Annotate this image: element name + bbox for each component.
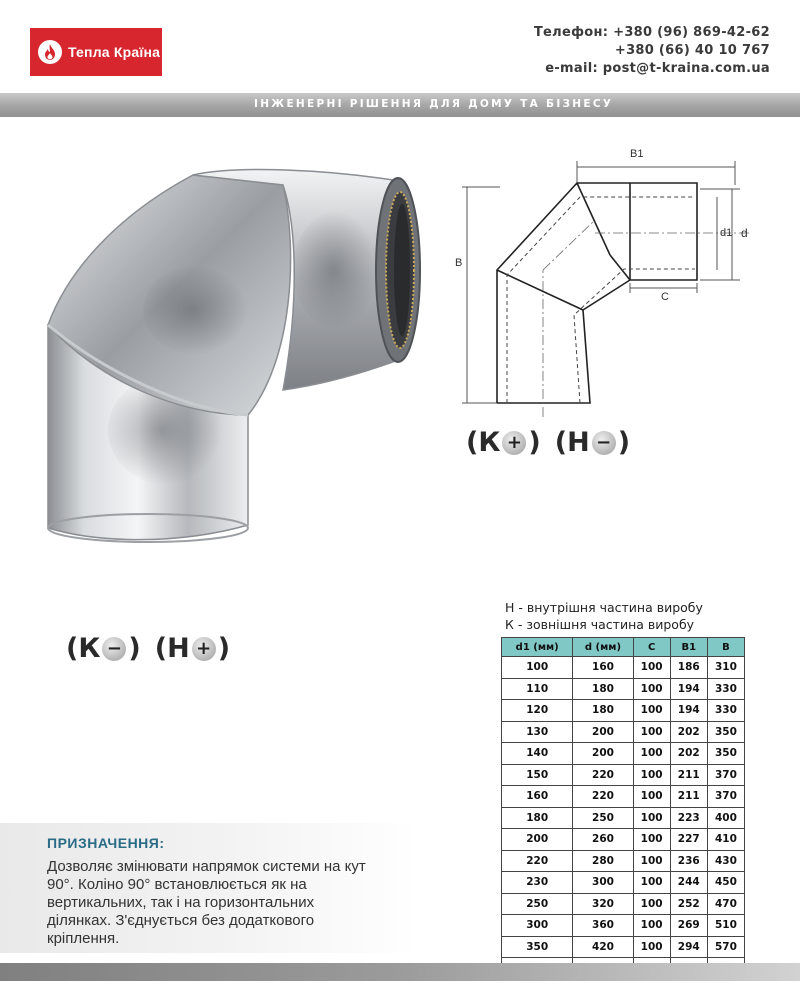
table-cell: 110 bbox=[502, 678, 573, 700]
badge-letter: Н bbox=[567, 427, 590, 458]
table-header-cell: d1 (мм) bbox=[502, 638, 573, 657]
phone-line-1 bbox=[534, 24, 770, 42]
table-cell: 350 bbox=[707, 721, 744, 743]
table-cell: 100 bbox=[633, 764, 670, 786]
table-cell: 194 bbox=[670, 678, 707, 700]
table-cell: 180 bbox=[502, 807, 573, 829]
table-cell: 100 bbox=[633, 829, 670, 851]
table-cell: 236 bbox=[670, 850, 707, 872]
table-cell: 100 bbox=[633, 936, 670, 958]
table-row bbox=[502, 786, 745, 808]
technical-drawing bbox=[450, 145, 760, 420]
legend bbox=[505, 599, 703, 633]
phone-line-2 bbox=[534, 42, 770, 60]
table-row bbox=[502, 743, 745, 765]
table-cell: 100 bbox=[633, 786, 670, 808]
table-cell: 410 bbox=[707, 829, 744, 851]
table-cell: 370 bbox=[707, 786, 744, 808]
elbow-product-image bbox=[28, 160, 428, 560]
table-row bbox=[502, 893, 745, 915]
table-cell: 223 bbox=[670, 807, 707, 829]
table-cell: 140 bbox=[502, 743, 573, 765]
table-cell: 100 bbox=[502, 657, 573, 679]
table-header-cell: B1 bbox=[670, 638, 707, 657]
table-cell: 269 bbox=[670, 915, 707, 937]
contact-block bbox=[534, 24, 770, 78]
plus-icon: + bbox=[192, 637, 216, 661]
table-cell: 120 bbox=[502, 700, 573, 722]
table-cell: 350 bbox=[707, 743, 744, 765]
badge-letter: К bbox=[478, 427, 501, 458]
dimensions-table bbox=[501, 637, 745, 980]
table-cell: 430 bbox=[707, 850, 744, 872]
table-cell: 220 bbox=[573, 786, 633, 808]
table-row bbox=[502, 657, 745, 679]
badge-h-plus: ( Н + ) bbox=[154, 633, 231, 664]
table-cell: 200 bbox=[502, 829, 573, 851]
table-cell: 227 bbox=[670, 829, 707, 851]
minus-icon: − bbox=[102, 637, 126, 661]
badge-h-minus: ( Н − ) bbox=[554, 427, 631, 458]
table-row bbox=[502, 936, 745, 958]
table-cell: 100 bbox=[633, 850, 670, 872]
dim-label-d: d bbox=[741, 226, 748, 240]
purpose-text: Дозволяє змінювати напрямок системи на кут 90°. Коліно 90° встановлюється як на вертикальних, так і на горизонтальних ділянках. З'єднується без додаткового кріплення. bbox=[47, 858, 366, 947]
table-cell: 202 bbox=[670, 721, 707, 743]
table-cell: 252 bbox=[670, 893, 707, 915]
dim-label-b: B bbox=[455, 257, 463, 269]
table-cell: 100 bbox=[633, 743, 670, 765]
tagline-banner bbox=[0, 93, 800, 117]
table-cell: 194 bbox=[670, 700, 707, 722]
table-cell: 100 bbox=[633, 678, 670, 700]
plus-icon: + bbox=[502, 431, 526, 455]
table-cell: 160 bbox=[502, 786, 573, 808]
table-cell: 100 bbox=[633, 721, 670, 743]
table-header-cell: B bbox=[707, 638, 744, 657]
table-cell: 280 bbox=[573, 850, 633, 872]
table-cell: 160 bbox=[573, 657, 633, 679]
table-row bbox=[502, 678, 745, 700]
phone-number-2[interactable]: +380 (66) 40 10 767 bbox=[614, 43, 770, 58]
table-cell: 100 bbox=[633, 807, 670, 829]
table-cell: 100 bbox=[633, 893, 670, 915]
table-cell: 200 bbox=[573, 721, 633, 743]
connection-badges-bottom bbox=[66, 633, 230, 664]
badge-k-minus: ( К − ) bbox=[66, 633, 141, 664]
phone-label: Телефон: bbox=[533, 25, 609, 40]
table-row bbox=[502, 807, 745, 829]
table-cell: 450 bbox=[707, 872, 744, 894]
table-cell: 350 bbox=[502, 936, 573, 958]
table-cell: 211 bbox=[670, 764, 707, 786]
legend-line-outer: К - зовнішня частина виробу bbox=[505, 617, 695, 632]
email-link[interactable]: post@t-kraina.com.ua bbox=[602, 61, 770, 76]
table-cell: 100 bbox=[633, 915, 670, 937]
table-cell: 320 bbox=[573, 893, 633, 915]
table-cell: 130 bbox=[502, 721, 573, 743]
table-cell: 330 bbox=[707, 678, 744, 700]
brand-logo[interactable] bbox=[30, 28, 162, 76]
table-row bbox=[502, 872, 745, 894]
purpose-title: ПРИЗНАЧЕННЯ: bbox=[47, 835, 165, 851]
table-cell: 186 bbox=[670, 657, 707, 679]
flame-icon bbox=[38, 40, 62, 64]
table-cell: 230 bbox=[502, 872, 573, 894]
table-cell: 180 bbox=[573, 678, 633, 700]
table-cell: 470 bbox=[707, 893, 744, 915]
logo-text: Тепла Країна bbox=[68, 44, 161, 60]
badge-letter: Н bbox=[167, 633, 190, 664]
dim-label-c: C bbox=[661, 291, 669, 303]
table-header-cell: d (мм) bbox=[573, 638, 633, 657]
table-cell: 220 bbox=[573, 764, 633, 786]
table-cell: 100 bbox=[633, 872, 670, 894]
table-row bbox=[502, 764, 745, 786]
table-row bbox=[502, 915, 745, 937]
email-line bbox=[534, 60, 770, 78]
table-row bbox=[502, 829, 745, 851]
table-cell: 250 bbox=[573, 807, 633, 829]
table-cell: 250 bbox=[502, 893, 573, 915]
phone-number-1[interactable]: +380 (96) 869-42-62 bbox=[613, 25, 770, 40]
table-row bbox=[502, 700, 745, 722]
table-cell: 570 bbox=[707, 936, 744, 958]
table-cell: 244 bbox=[670, 872, 707, 894]
table-cell: 360 bbox=[573, 915, 633, 937]
table-cell: 100 bbox=[633, 657, 670, 679]
table-cell: 400 bbox=[707, 807, 744, 829]
dim-label-b1: B1 bbox=[630, 148, 644, 160]
table-cell: 260 bbox=[573, 829, 633, 851]
table-cell: 300 bbox=[573, 872, 633, 894]
table-cell: 330 bbox=[707, 700, 744, 722]
table-row bbox=[502, 850, 745, 872]
email-label: e-mail: bbox=[545, 61, 598, 76]
table-cell: 510 bbox=[707, 915, 744, 937]
table-cell: 370 bbox=[707, 764, 744, 786]
table-cell: 420 bbox=[573, 936, 633, 958]
dim-label-d1: d1 bbox=[720, 227, 733, 239]
table-cell: 150 bbox=[502, 764, 573, 786]
connection-badges-top bbox=[466, 427, 630, 458]
table-cell: 310 bbox=[707, 657, 744, 679]
table-cell: 200 bbox=[573, 743, 633, 765]
table-header-cell: C bbox=[633, 638, 670, 657]
badge-letter: К bbox=[78, 633, 101, 664]
table-cell: 202 bbox=[670, 743, 707, 765]
table-cell: 294 bbox=[670, 936, 707, 958]
legend-line-inner: Н - внутрішня частина виробу bbox=[505, 600, 703, 615]
table-cell: 180 bbox=[573, 700, 633, 722]
footer-bar bbox=[0, 963, 800, 981]
table-header-row bbox=[502, 638, 745, 657]
table-row bbox=[502, 721, 745, 743]
tagline-text: ІНЖЕНЕРНІ РІШЕННЯ ДЛЯ ДОМУ ТА БІЗНЕСУ bbox=[254, 98, 614, 110]
table-cell: 300 bbox=[502, 915, 573, 937]
badge-k-plus: ( К + ) bbox=[466, 427, 541, 458]
minus-icon: − bbox=[592, 431, 616, 455]
table-cell: 100 bbox=[633, 700, 670, 722]
table-cell: 220 bbox=[502, 850, 573, 872]
table-cell: 211 bbox=[670, 786, 707, 808]
